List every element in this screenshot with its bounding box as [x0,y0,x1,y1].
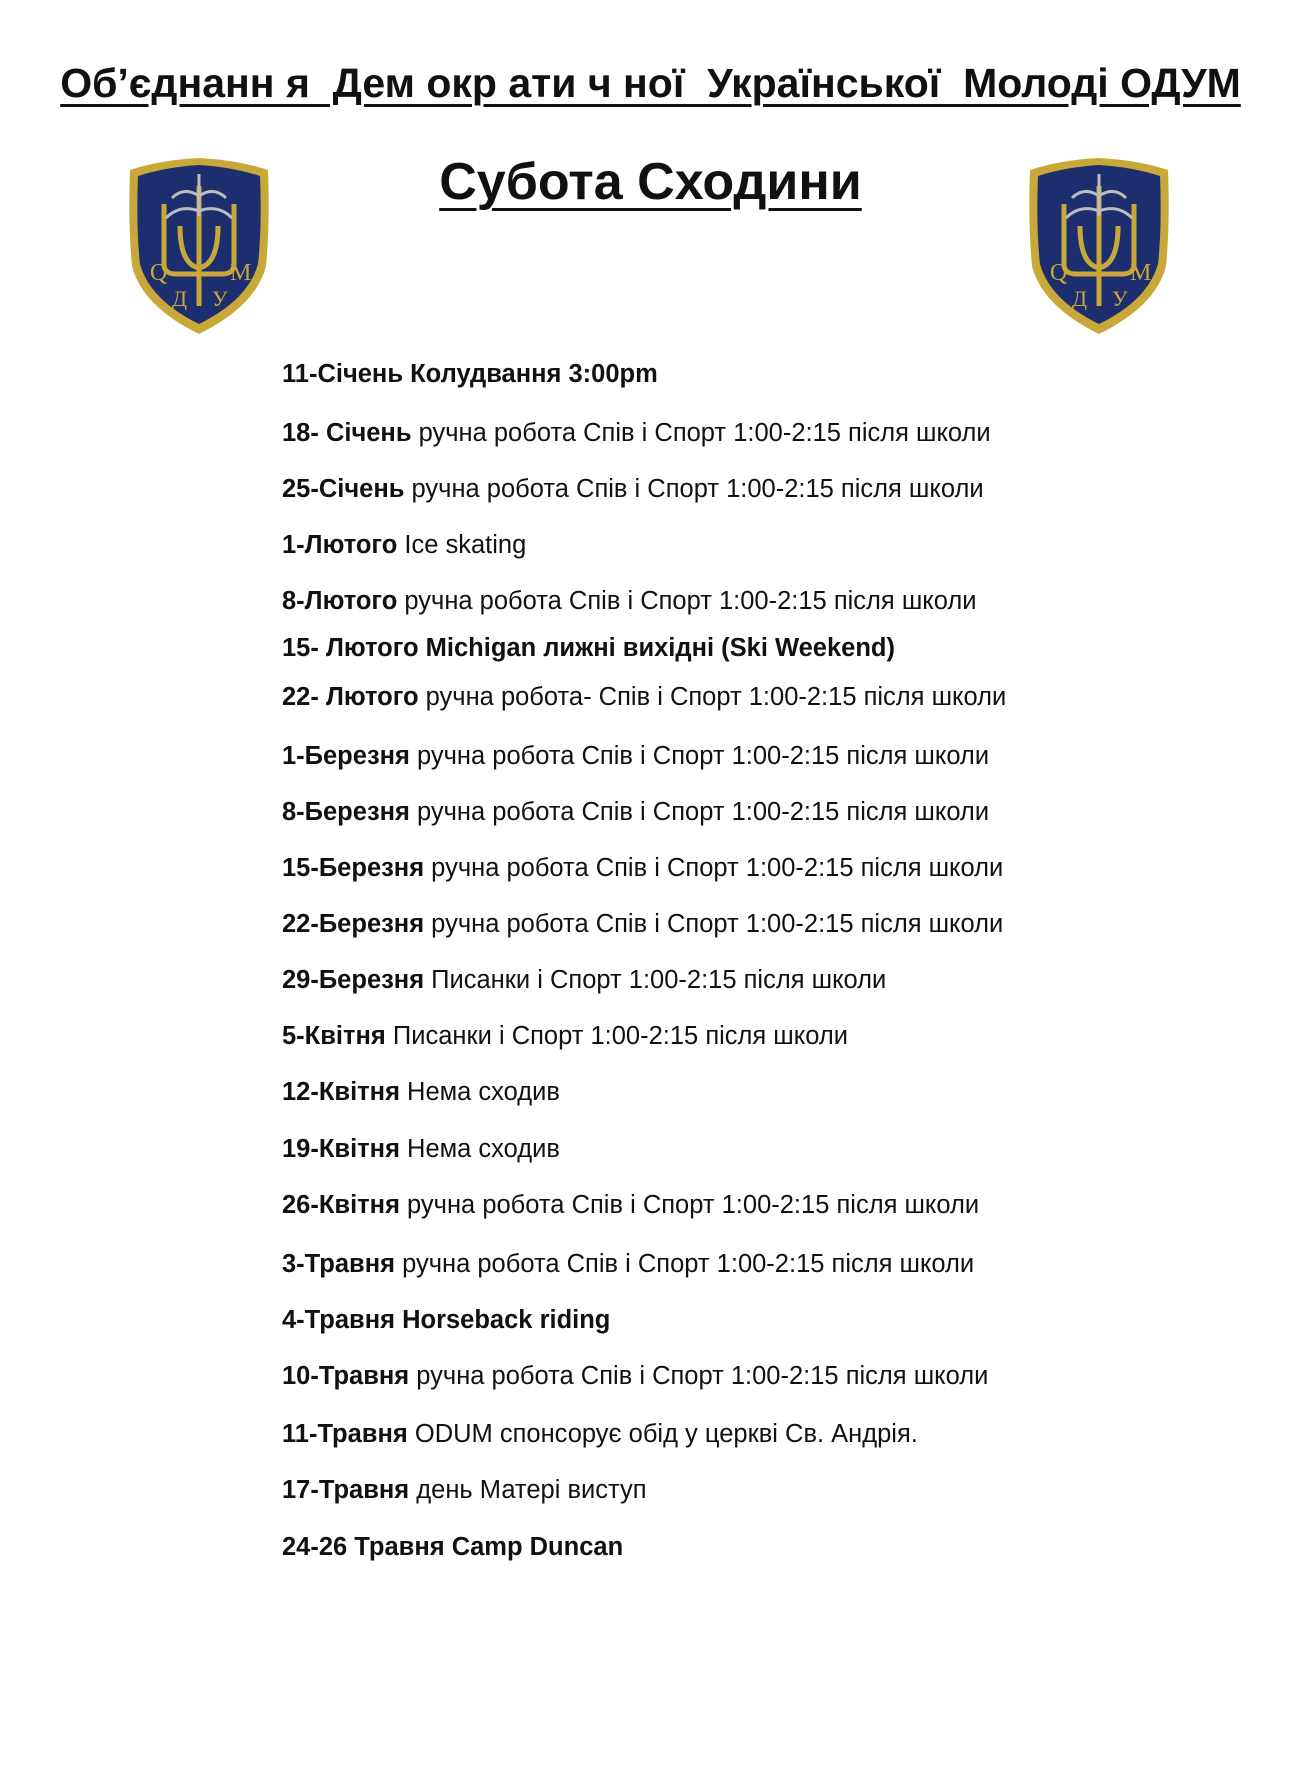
schedule-row [282,1249,974,1279]
emblem-letter-u: У [1112,286,1128,311]
schedule-description: ручна робота Спів і Спорт 1:00-2:15 після школи [424,854,1004,882]
emblem-letter-d: Д [1072,286,1088,311]
schedule-date: 11-Травня [282,1420,408,1448]
schedule-description: ручна робота Спів і Спорт 1:00-2:15 після школи [424,910,1004,938]
schedule-date: 4-Травня Horseback riding [282,1306,611,1334]
schedule-row [282,965,886,995]
schedule-row [282,633,895,663]
schedule-row [282,1134,560,1164]
schedule-description: ручна робота- Спів і Спорт 1:00-2:15 після школи [418,683,1007,711]
schedule-row [282,797,989,827]
schedule-date: 22-Березня [282,910,425,938]
schedule-description: Нема сходив [399,1078,560,1106]
odum-shield-icon [120,156,278,336]
schedule-date: 17-Травня [282,1476,410,1504]
page-title: Субота Сходини [439,153,862,211]
schedule-description: ручна робота Спів і Спорт 1:00-2:15 після школи [404,475,984,503]
schedule-date: 3-Травня [282,1250,395,1278]
schedule-date: 26-Квітня [282,1191,400,1219]
emblem-letter-m: M [1130,260,1152,286]
schedule-row [282,1190,979,1220]
schedule-row [282,1419,918,1449]
schedule-description: ручна робота Спів і Спорт 1:00-2:15 після школи [409,742,990,770]
schedule-description: Ice skating [397,531,527,559]
schedule-description: ручна робота Спів і Спорт 1:00-2:15 після школи [409,1362,989,1390]
schedule-row [282,682,1006,712]
odum-emblem-left [120,156,278,336]
schedule-date: 1-Лютого [282,531,398,559]
schedule-row [282,1305,610,1335]
schedule-row [282,853,1003,883]
schedule-list [282,0,1182,1771]
schedule-row [282,741,989,771]
schedule-row [282,1077,560,1107]
emblem-letter-d: Д [172,286,188,311]
organization-title: Об’єднанн я Дем окр ати ч ної Української Молоді ОДУМ [60,60,1241,106]
schedule-description: ручна робота Спів і Спорт 1:00-2:15 після школи [399,1191,980,1219]
schedule-description: день Матері виступ [409,1476,647,1504]
schedule-date: 10-Травня [282,1362,410,1390]
schedule-description: Писанки і Спорт 1:00-2:15 після школи [424,966,887,994]
schedule-description: ODUM спонсорує обід у церкві Св. Андрія. [407,1420,918,1448]
schedule-row [282,418,991,448]
schedule-date: 22- Лютого [282,683,419,711]
schedule-date: 29-Березня [282,966,425,994]
schedule-date: 15-Березня [282,854,425,882]
schedule-row [282,586,976,616]
emblem-letter-u: У [212,286,228,311]
schedule-date: 5-Квітня [282,1022,386,1050]
schedule-row [282,909,1003,939]
schedule-description: ручна робота Спів і Спорт 1:00-2:15 після школи [411,419,991,447]
emblem-letter-q: Q [150,260,168,286]
schedule-row [282,530,526,560]
schedule-description: ручна робота Спів і Спорт 1:00-2:15 після школи [395,1250,975,1278]
schedule-description: ручна робота Спів і Спорт 1:00-2:15 після школи [397,587,977,615]
schedule-date: 25-Січень [282,475,405,503]
schedule-description: Нема сходив [399,1135,560,1163]
schedule-date: 24-26 Травня Camp Duncan [282,1533,624,1561]
schedule-description: ручна робота Спів і Спорт 1:00-2:15 після школи [409,798,990,826]
schedule-date: 18- Січень [282,419,412,447]
schedule-date: 1-Березня [282,742,410,770]
schedule-row [282,1361,988,1391]
emblem-letter-q: Q [1050,260,1068,286]
schedule-row [282,1532,623,1562]
schedule-date: 15- Лютого Michigan лижні вихідні (Ski Weekend) [282,634,895,662]
schedule-description: Писанки і Спорт 1:00-2:15 після школи [385,1022,848,1050]
schedule-row [282,1475,647,1505]
schedule-date: 19-Квітня [282,1135,400,1163]
emblem-letter-m: M [230,260,252,286]
schedule-date: 8-Березня [282,798,410,826]
schedule-date: 12-Квітня [282,1078,400,1106]
schedule-row [282,1021,848,1051]
schedule-date: 11-Січень Колудвання 3:00pm [282,360,658,388]
schedule-row [282,474,984,504]
schedule-row [282,359,658,389]
schedule-date: 8-Лютого [282,587,398,615]
